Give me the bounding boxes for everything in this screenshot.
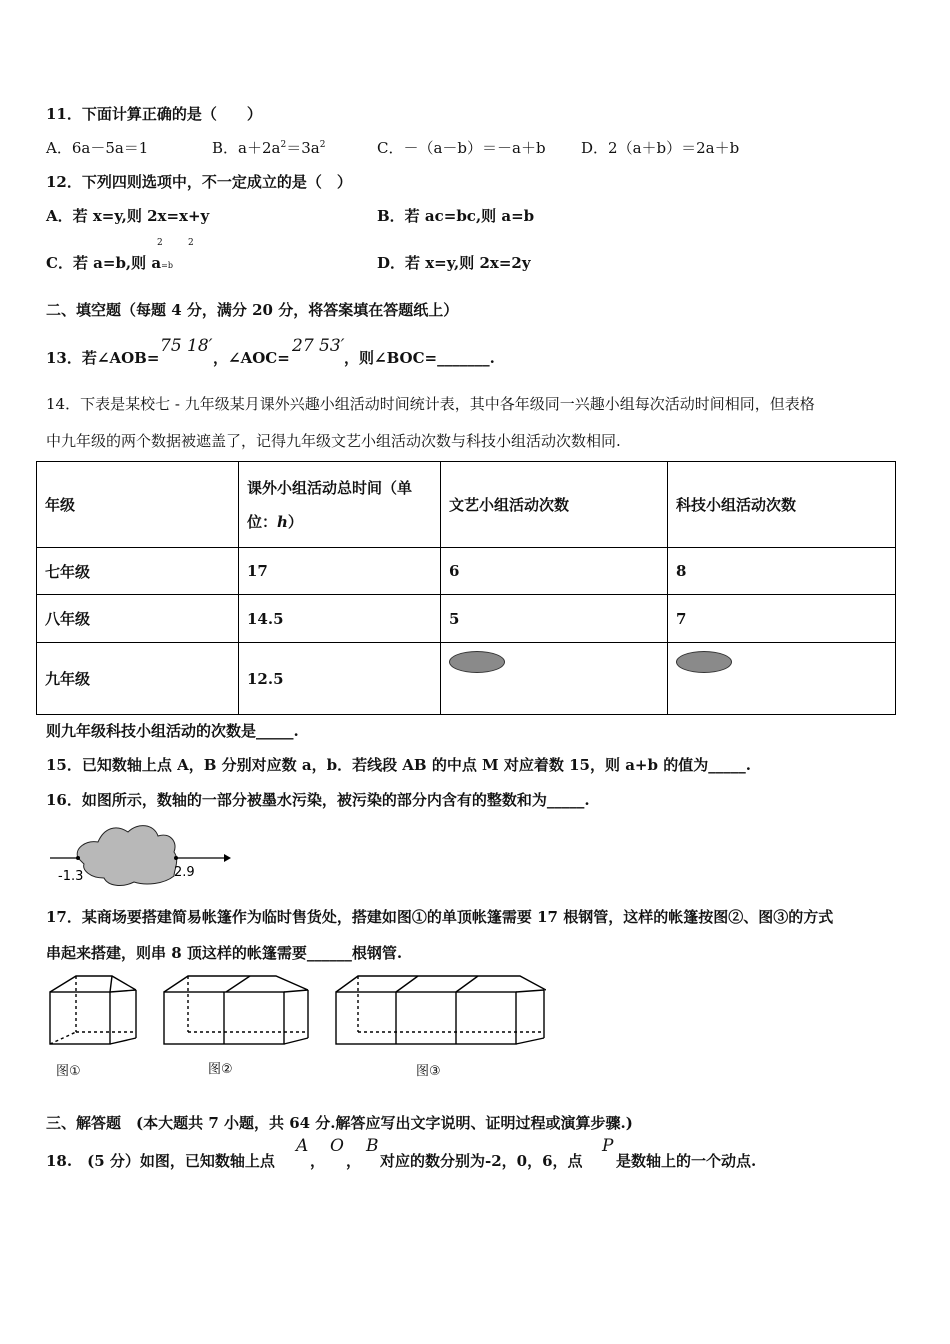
q18-point-o: O xyxy=(330,1136,344,1156)
q13-angle1 xyxy=(160,336,213,356)
cell-arts-covered xyxy=(441,643,668,715)
q14-question: 则九年级科技小组活动的次数是_____. xyxy=(46,722,299,740)
q12-c-part2: =b xyxy=(161,261,173,270)
q13-angle1-prime: ′ xyxy=(208,336,213,356)
q11-option-c: C．－（a－b）＝－a＋b xyxy=(377,139,546,157)
cell-time: 14.5 xyxy=(239,595,441,643)
tent-fig-2 xyxy=(164,976,308,1044)
q17-line2: 串起来搭建，则串 8 顶这样的帐篷需要______根钢管. xyxy=(46,944,403,962)
tent-fig-3 xyxy=(336,976,546,1044)
header-unit-h: h xyxy=(277,512,288,531)
q11-option-a: A．6a－5a＝1 xyxy=(46,139,149,157)
cell-time: 12.5 xyxy=(239,643,441,715)
q11-option-b xyxy=(212,137,325,158)
q18-point-p: P xyxy=(602,1136,614,1156)
number-line-arrow xyxy=(224,854,231,862)
q18-point-b: B xyxy=(366,1136,379,1156)
cell-arts: 5 xyxy=(441,595,668,643)
q14-line2: 中九年级的两个数据被遮盖了，记得九年级文艺小组活动次数与科技小组活动次数相同. xyxy=(46,432,621,450)
cell-tech: 7 xyxy=(668,595,896,643)
q15-text: 15．已知数轴上点 A，B 分别对应数 a，b．若线段 AB 的中点 M 对应着数 15，则 a+b 的值为_____. xyxy=(46,756,751,774)
q13-angle1-value: 75 18 xyxy=(160,336,209,356)
tent-figures xyxy=(46,972,546,1052)
q11-stem: 11．下面计算正确的是（ ） xyxy=(46,105,262,123)
q13-post: ，则∠BOC=_______. xyxy=(344,349,495,367)
table-header-row xyxy=(37,462,896,548)
activity-table xyxy=(36,461,896,715)
q18-point-a: A xyxy=(296,1136,309,1156)
cell-arts: 6 xyxy=(441,548,668,595)
q18-comma2: ， xyxy=(346,1152,362,1170)
cell-time: 17 xyxy=(239,548,441,595)
header-grade: 年级 xyxy=(37,462,239,548)
q12-option-a: A．若 x=y,则 2x=x+y xyxy=(46,207,210,225)
q13-pre: 13．若∠AOB= xyxy=(46,349,160,367)
header-total-time-close: ） xyxy=(287,512,303,531)
cell-grade: 八年级 xyxy=(37,595,239,643)
q12-c-exp1: 2 xyxy=(157,238,163,248)
section-3-heading: 三、解答题 (本大题共 7 小题，共 64 分.解答应写出文字说明、证明过程或演算步骤.) xyxy=(46,1114,633,1132)
q11-b-part1: B．a＋2a xyxy=(212,139,281,157)
ink-blot-shape xyxy=(77,826,176,886)
header-total-time xyxy=(239,462,441,548)
q11-b-part2: ＝3a xyxy=(286,139,320,157)
fig-1-label: 图① xyxy=(56,1064,81,1079)
q18-post: 是数轴上的一个动点. xyxy=(616,1152,757,1170)
q12-option-c xyxy=(46,252,173,273)
q11-b-exp1: 2 xyxy=(280,140,287,150)
q14-line1: 14．下表是某校七 - 九年级某月课外兴趣小组活动时间统计表，其中各年级同一兴趣小组每次活动时间相同，但表格 xyxy=(46,395,815,413)
covered-oval xyxy=(449,651,505,673)
q18-pre: 18. (5 分）如图，已知数轴上点 xyxy=(46,1152,275,1170)
q13-angle2-prime: ′ xyxy=(340,336,345,356)
fig-3-label: 图③ xyxy=(416,1064,441,1079)
q11-option-d: D．2（a＋b）＝2a＋b xyxy=(581,139,740,157)
q13-mid: ，∠AOC= xyxy=(213,349,290,367)
table-row xyxy=(37,643,896,715)
table-row xyxy=(37,595,896,643)
q16-text: 16．如图所示，数轴的一部分被墨水污染，被污染的部分内含有的整数和为_____. xyxy=(46,791,590,809)
right-point-marker xyxy=(174,856,178,860)
tent-fig-1 xyxy=(50,976,136,1044)
fig-2-label: 图② xyxy=(208,1062,233,1077)
left-point-label: -1.3 xyxy=(58,869,84,884)
header-arts: 文艺小组活动次数 xyxy=(441,462,668,548)
q12-stem: 12．下列四则选项中，不一定成立的是（ ） xyxy=(46,173,352,191)
header-total-time-line1: 课外小组活动总时间（单 xyxy=(247,478,413,497)
q13-angle2 xyxy=(292,336,345,356)
q12-option-b: B．若 ac=bc,则 a=b xyxy=(377,207,535,225)
ink-number-line-figure xyxy=(46,818,231,890)
left-point-marker xyxy=(76,856,80,860)
covered-oval xyxy=(676,651,732,673)
cell-grade: 七年级 xyxy=(37,548,239,595)
cell-grade: 九年级 xyxy=(37,643,239,715)
q13-angle2-value: 27 53 xyxy=(292,336,341,356)
q12-option-d: D．若 x=y,则 2x=2y xyxy=(377,254,531,272)
table-row xyxy=(37,548,896,595)
section-2-heading: 二、填空题（每题 4 分，满分 20 分，将答案填在答题纸上） xyxy=(46,301,459,319)
right-point-label: 2.9 xyxy=(174,865,195,880)
q11-b-exp2: 2 xyxy=(319,140,326,150)
q12-c-exp2: 2 xyxy=(188,238,194,248)
q17-line1: 17．某商场要搭建简易帐篷作为临时售货处，搭建如图①的单顶帐篷需要 17 根钢管，这样的帐篷按图②、图③的方式 xyxy=(46,908,834,926)
cell-tech: 8 xyxy=(668,548,896,595)
header-total-time-line2: 位： xyxy=(247,512,278,531)
q12-c-part1: C．若 a=b,则 a xyxy=(46,254,162,272)
header-tech: 科技小组活动次数 xyxy=(668,462,896,548)
q18-mid: 对应的数分别为-2，0，6，点 xyxy=(380,1152,583,1170)
q18-comma1: ， xyxy=(310,1152,326,1170)
cell-tech-covered xyxy=(668,643,896,715)
